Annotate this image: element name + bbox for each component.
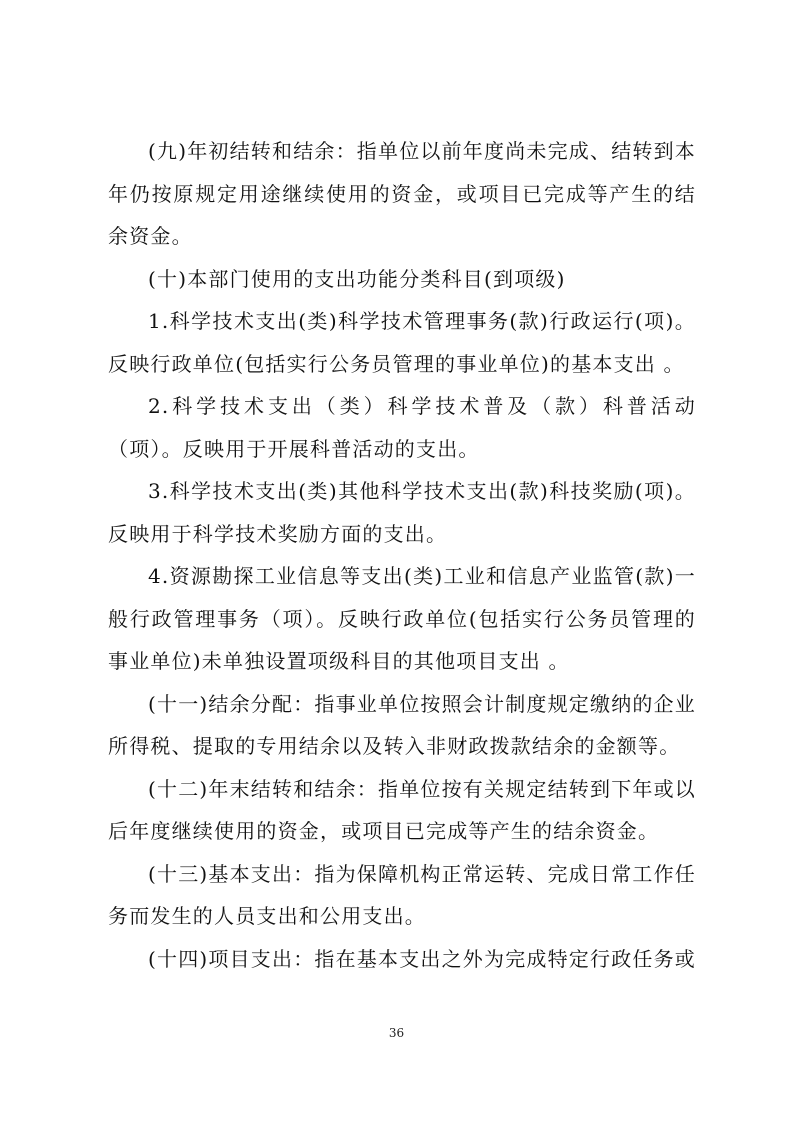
paragraph-project-expenditure: (十四)项目支出：指在基本支出之外为完成特定行政任务或 — [148, 946, 697, 971]
paragraph-basic-expenditure: (十三)基本支出：指为保障机构正常运转、完成日常工作任务而发生的人员支出和公用支出。 — [108, 861, 697, 928]
document-body — [108, 130, 696, 980]
paragraph-year-start-carryover: (九)年初结转和结余：指单位以前年度尚未完成、结转到本年仍按原规定用途继续使用的资金，或项目已完成等产生的结余资金。 — [108, 139, 697, 248]
paragraph-item-4-industry-regulation: 4.资源勘探工业信息等支出(类)工业和信息产业监管(款)一般行政管理事务（项）。反映行政单位(包括实行公务员管理的事业单位)未单独设置项级科目的其他项目支出 。 — [108, 564, 696, 673]
paragraph-year-end-carryover: (十二)年末结转和结余：指单位按有关规定结转到下年或以后年度继续使用的资金，或项目已完成等产生的结余资金。 — [108, 776, 697, 843]
paragraph-function-classification-heading: (十)本部门使用的支出功能分类科目(到项级) — [148, 266, 566, 291]
paragraph-surplus-distribution: (十一)结余分配：指事业单位按照会计制度规定缴纳的企业所得税、提取的专用结余以及转入非财政拨款结余的金额等。 — [108, 691, 697, 758]
page-number: 36 — [388, 1026, 405, 1040]
paragraph-item-3-science-awards: 3.科学技术支出(类)其他科学技术支出(款)科技奖励(项)。反映用于科学技术奖励方面的支出。 — [108, 479, 696, 546]
paragraph-item-2-science-popularization: 2.科学技术支出（类）科学技术普及（款）科普活动（项）。反映用于开展科普活动的支出。 — [108, 394, 696, 461]
paragraph-item-1-admin-operation: 1.科学技术支出(类)科学技术管理事务(款)行政运行(项)。反映行政单位(包括实行公务员管理的事业单位)的基本支出 。 — [108, 309, 696, 376]
